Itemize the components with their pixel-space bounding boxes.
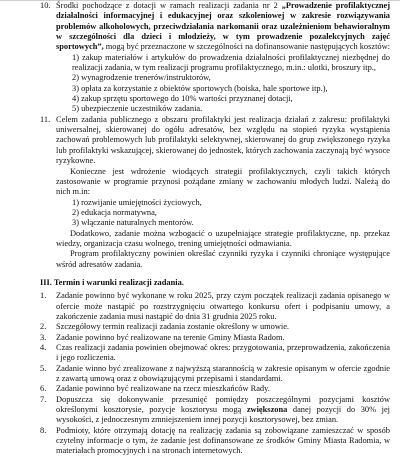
list-item-iii-5 (40, 364, 390, 385)
item-text: Podmioty, które otrzymają dotację na realizację zadania są zobowiązane zamieszczać w sposób czytelny informacje o tym, że zadanie jest dofinansowane ze środków Gminy Miasta Radomia, w materiałach promocyjnych i na stronach internetowych. (56, 425, 390, 456)
section-heading: III. Termin i warunki realizacji zadania. (40, 277, 184, 287)
item-number: 8. (40, 425, 47, 435)
item-text: Zadanie powinno być wykonane w roku 2025, przy czym początek realizacji zadania opisanego w ofercie może nastąpić po rozstrzygnięciu otwartego konkursu ofert i podpisaniu umowy, a zakończenie zadania musi nastąpić do dnia 31 grudnia 2025 roku. (56, 291, 390, 321)
list-item-iii-2 (40, 322, 390, 332)
list-item-iii-6 (40, 384, 390, 394)
item-number: 11. (40, 114, 51, 124)
item-number: 4. (40, 343, 47, 352)
list-item-iii-8 (40, 426, 390, 457)
sub-item: 3) włączanie naturalnych mentorów. (72, 218, 194, 228)
sub-item: 2) wynagrodzenie trenerów/instruktorów, (72, 73, 211, 83)
sub-item: 1) rozwijanie umiejętności życiowych, (72, 197, 202, 207)
item-text: Dopuszcza się dokonywanie przesunięć pomiędzy poszczególnymi pozycjami kosztów określonymi kosztorysie, pozycje kosztorysu mogą zwiększona danej pozycji do 30% jej wysokości, z jednoczesnym zmniejszeniem innej pozycji kosztorysowej, bez zmian. (56, 394, 391, 425)
item-text: Zadanie powinno być realizowane na rzecz mieszkańców Rady. (56, 384, 270, 394)
sub-item: 3) opłata za korzystanie z obiektów sportowych (boiska, hale sportowe itp.), (72, 83, 328, 93)
paragraph: Dodatkowo, zadanie można wzbogacić o uzupełniające strategie profilaktyczne, np. przekaz wiedzy, organizacja czasu wolnego, trening umiejętności odmawiania. (56, 228, 390, 248)
task-title-bold: „Prowadzenie profilaktycznej działalności informacyjnej i edukacyjnej oraz szkoleniowej w zakresie rozwiązywania problemów alkoholowych, przeciwdziałania narkomanii oraz uzależnieniom behawioralnym w szczególności dla dzieci i młodzieży, w tym prowadzenie pozalekcyjnych zajęć sportowych”, (56, 1, 390, 52)
list-item-iii-7 (40, 395, 390, 426)
item-number: 5. (40, 363, 47, 373)
emphasis-bold: zwiększona (246, 405, 288, 415)
item-number: 10. (40, 1, 51, 10)
item-number: 6. (40, 384, 47, 394)
item-text: Szczegółowy termin realizacji zadania zostanie określony w umowie. (56, 322, 290, 332)
item-number: 1. (40, 291, 47, 301)
item-number: 7. (40, 394, 47, 404)
list-item-iii-3 (40, 333, 390, 343)
item-11-text: Celem zadania publicznego z obszaru profilaktyki jest realizacja działań z zakresu: profilaktyki uniwersalnej, skierowanej do ogółu adresatów, bez względu na stopień ryzyka wystąpienia zachowań problemowych lub profilaktyki selektywnej, skierowanej do grup zwiększonego ryzyka lub profilaktyki wskazującej, skierowanej do jednostek, których zachowania zaczynają być wysoce ryzykowne. (56, 114, 390, 166)
item-text: Czas realizacji zadania powinien obejmować okres: przygotowania, przeprowadzenia, zakończenia i jego rozliczenia. (56, 343, 390, 363)
item-10-text: Środki pochodzące z dotacji w ramach realizacji zadania nr 2 „Prowadzenie profilaktycznej działalności informacyjnej i edukacyjnej oraz szkoleniowej w zakresie rozwiązywania problemów alkoholowych, przeciwdziałania narkomanii oraz uzależnieniom behawioralnym w szczególności dla dzieci i młodzieży, w tym prowadzenie pozalekcyjnych zajęć sportowych”, mogą być przeznaczone w szczególności na dofinansowanie następujących kosztów: (56, 1, 390, 52)
paragraph: Program profilaktyczny powinien określać czynniki ryzyka i czynniki chroniące występujące wśród adresatów zadania. (56, 249, 390, 269)
sub-item: 5) ubezpieczenie uczestników zadania. (72, 104, 203, 114)
sub-item: 1) zakup materiałów i artykułów do prowadzenia działalności profilaktycznej niezbędnej do realizacji zadania, w tym realizacji programu profilaktycznego, m.in.: ulotki, broszury itp., (72, 52, 390, 73)
list-item-iii-4 (40, 343, 390, 364)
item-number: 2. (40, 322, 47, 332)
paragraph: Konieczne jest wdrożenie wiodących strategii profilaktycznych, czyli takich których zastosowanie w programie przynosi pożądane zmiany w zachowaniu młodych ludzi. Należą do nich m.in: (56, 166, 390, 197)
list-item-iii-1 (40, 291, 390, 322)
list-item-10 (40, 1, 390, 115)
sub-item: 2) edukacja normatywna, (72, 207, 157, 217)
item-text: Zadanie powinno być realizowane na terenie Gminy Miasta Radom. (56, 332, 285, 342)
list-item-11 (40, 115, 390, 270)
sub-item: 4) zakup sprzętu sportowego do 10% wartości przyznanej dotacji, (72, 94, 293, 104)
item-text: Zadanie winno być zrealizowane z najwyższą starannością w zakresie opisanym w ofercie zgodnie z zawartą umową oraz z obowiązującymi przepisami i standardami. (56, 363, 390, 384)
item-number: 3. (40, 332, 47, 342)
